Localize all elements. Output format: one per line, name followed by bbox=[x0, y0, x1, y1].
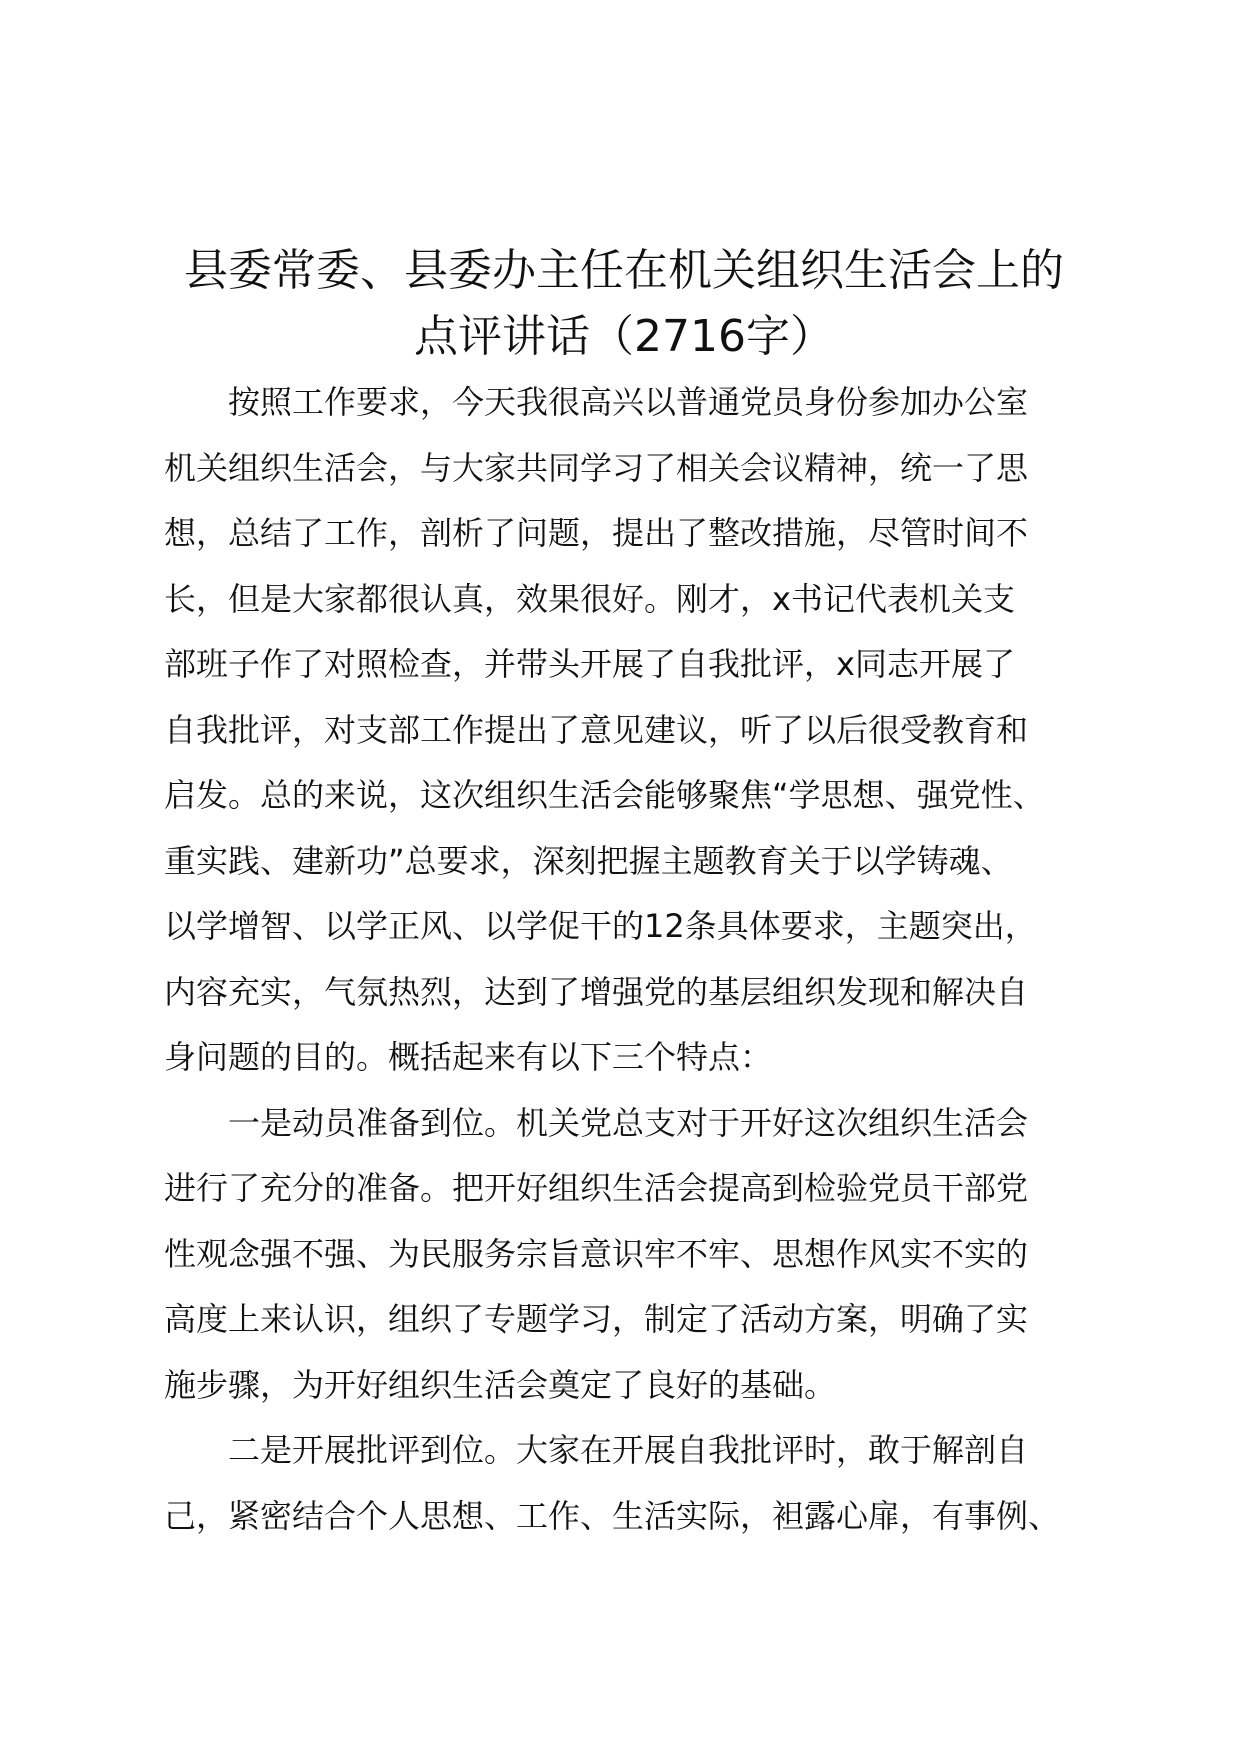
paragraph-point-two bbox=[164, 1418, 1084, 1549]
paragraph-intro bbox=[164, 370, 1084, 1091]
title-line-2: 点评讲话（2716字） bbox=[414, 311, 834, 362]
document-content bbox=[164, 238, 1084, 1549]
paragraph-line: 机关组织生活会，与大家共同学习了相关会议精神，统一了思 bbox=[164, 448, 1029, 487]
paragraph-line: 启发。总的来说，这次组织生活会能够聚焦“学思想、强党性、 bbox=[164, 776, 1045, 814]
paragraph-line: 高度上来认识，组织了专题学习，制定了活动方案，明确了实 bbox=[164, 1300, 1029, 1338]
paragraph-line: 想，总结了工作，剖析了问题，提出了整改措施，尽管时间不 bbox=[164, 514, 1029, 552]
paragraph-line: 以学增智、以学正风、以学促干的12条具体要求，主题突出， bbox=[164, 907, 1037, 945]
document-body bbox=[164, 370, 1084, 1549]
document-title bbox=[164, 238, 1084, 370]
paragraph-point-one bbox=[164, 1091, 1084, 1419]
paragraph-line: 性观念强不强、为民服务宗旨意识牢不牢、思想作风实不实的 bbox=[164, 1234, 1029, 1273]
title-line-1: 县委常委、县委办主任在机关组织生活会上的 bbox=[184, 245, 1064, 296]
paragraph-line: 重实践、建新功”总要求，深刻把握主题教育关于以学铸魂、 bbox=[164, 841, 1013, 880]
paragraph-line: 长，但是大家都很认真，效果很好。刚才，x书记代表机关支 bbox=[164, 579, 1015, 618]
paragraph-line: 部班子作了对照检查，并带头开展了自我批评，x同志开展了 bbox=[164, 645, 1015, 683]
paragraph-line: 二是开展批评到位。大家在开展自我批评时，敢于解剖自 bbox=[228, 1431, 1029, 1469]
paragraph-line: 身问题的目的。概括起来有以下三个特点： bbox=[164, 1038, 773, 1076]
paragraph-line: 己，紧密结合个人思想、工作、生活实际，袒露心扉，有事例、 bbox=[164, 1496, 1061, 1535]
paragraph-line: 按照工作要求，今天我很高兴以普通党员身份参加办公室 bbox=[228, 383, 1029, 421]
paragraph-line: 内容充实，气氛热烈，达到了增强党的基层组织发现和解决自 bbox=[164, 972, 1029, 1011]
paragraph-line: 进行了充分的准备。把开好组织生活会提高到检验党员干部党 bbox=[164, 1169, 1029, 1207]
paragraph-line: 自我批评，对支部工作提出了意见建议，听了以后很受教育和 bbox=[164, 710, 1029, 749]
paragraph-line: 施步骤，为开好组织生活会奠定了良好的基础。 bbox=[164, 1365, 837, 1404]
paragraph-line: 一是动员准备到位。机关党总支对于开好这次组织生活会 bbox=[228, 1103, 1029, 1142]
